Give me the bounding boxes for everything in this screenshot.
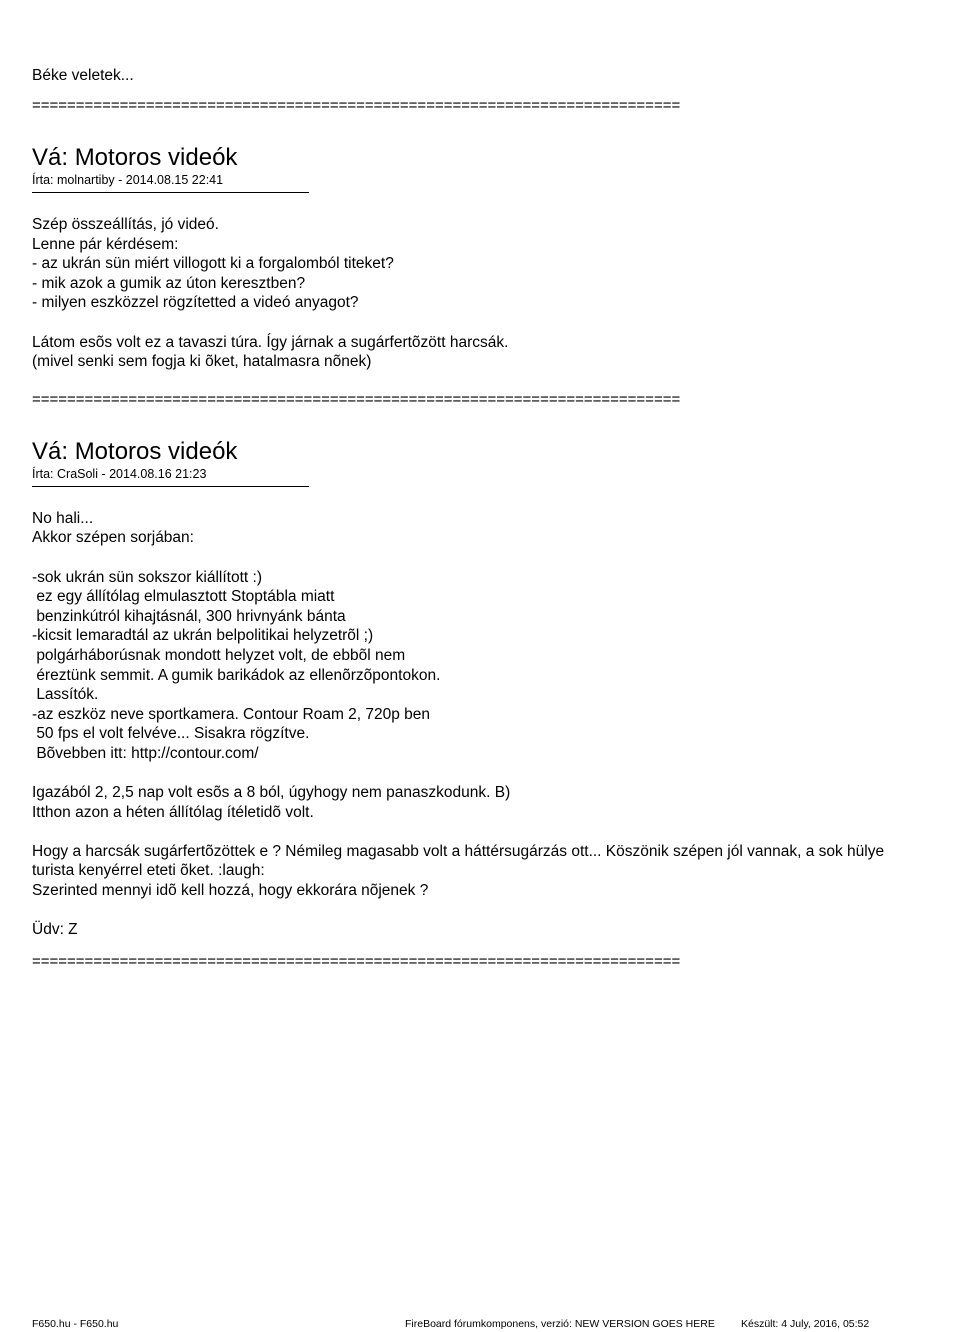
post-line: Bõvebben itt: http://contour.com/: [32, 744, 259, 762]
title-divider: [32, 486, 309, 487]
page-content: [32, 66, 932, 972]
footer-generated: Készült: 4 July, 2016, 05:52: [741, 1318, 870, 1330]
post-meta: Írta: CraSoli - 2014.08.16 21:23: [32, 466, 207, 481]
post-line: No hali...: [32, 509, 94, 527]
post-line: [32, 548, 932, 568]
post-line: 50 fps el volt felvéve... Sisakra rögzítve.: [32, 725, 310, 743]
post-line: Akkor szépen sorjában:: [32, 529, 194, 547]
post-line: éreztünk semmit. A gumik barikádok az ellenõrzõpontokon.: [32, 666, 441, 684]
post-line: Hogy a harcsák sugárfertõzöttek e ? Némileg magasabb volt a háttérsugárzás ott... Köszönik szépen jól vannak, a sok hülye: [32, 842, 885, 860]
post-meta: Írta: molnartiby - 2014.08.15 22:41: [32, 173, 224, 187]
forum-post: [32, 144, 932, 410]
post-line: turista kenyérrel eteti õket. :laugh:: [32, 862, 265, 880]
post-line: - mik azok a gumik az úton keresztben?: [32, 274, 306, 292]
post-line: Igazából 2, 2,5 nap volt esõs a 8 ból, úgyhogy nem panaszkodunk. B): [32, 784, 511, 802]
forum-post: [32, 438, 932, 972]
post-line: benzinkútról kihajtásnál, 300 hrivnyánk bánta: [32, 607, 346, 625]
post-line: -kicsit lemaradtál az ukrán belpolitikai helyzetrõl ;): [32, 627, 374, 645]
post-line: Szerinted mennyi idõ kell hozzá, hogy ekkorára nõjenek ?: [32, 882, 429, 900]
post-line: -sok ukrán sün sokszor kiállított :): [32, 568, 262, 586]
post-line: Látom esõs volt ez a tavaszi túra. Így járnak a sugárfertõzött harcsák.: [32, 333, 509, 351]
post-line: Lenne pár kérdésem:: [32, 235, 179, 253]
post-line: Szép összeállítás, jó videó.: [32, 216, 219, 233]
greeting-text: Béke veletek...: [32, 67, 134, 84]
footer-component: FireBoard fórumkomponens, verzió: NEW VERSION GOES HERE: [405, 1318, 715, 1330]
post-line: Itthon azon a héten állítólag ítéletidõ volt.: [32, 803, 314, 821]
post-line: -az eszköz neve sportkamera. Contour Roam 2, 720p ben: [32, 705, 431, 723]
post-line: [32, 763, 932, 783]
post-body: [32, 215, 932, 372]
post-line: Lassítók.: [32, 686, 99, 704]
post-body: [32, 509, 932, 940]
separator-line: ==========================================================================: [32, 390, 681, 408]
post-line: [32, 901, 932, 921]
footer-site: F650.hu - F650.hu: [32, 1318, 119, 1330]
post-line: ez egy állítólag elmulasztott Stoptábla miatt: [32, 588, 335, 606]
title-divider: [32, 192, 309, 193]
post-line: - az ukrán sün miért villogott ki a forgalomból titeket?: [32, 255, 394, 273]
post-line: - milyen eszközzel rögzítetted a videó anyagot?: [32, 294, 359, 312]
post-line: [32, 822, 932, 842]
separator-line: ==========================================================================: [32, 97, 681, 114]
post-title: Vá: Motoros videók: [32, 437, 238, 465]
post-line: Üdv: Z: [32, 921, 78, 939]
post-line: polgárháborúsnak mondott helyzet volt, de ebbõl nem: [32, 646, 406, 664]
post-line: (mivel senki sem fogja ki õket, hatalmasra nõnek): [32, 353, 372, 371]
post-title: Vá: Motoros videók: [32, 144, 238, 171]
separator-line: ==========================================================================: [32, 952, 681, 970]
post-line: [32, 313, 932, 333]
